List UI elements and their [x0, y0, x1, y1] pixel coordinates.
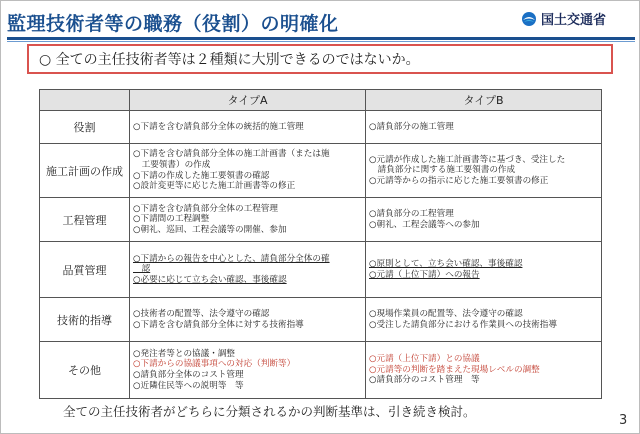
table-row: [40, 198, 602, 242]
row-label-schedule: 工程管理: [40, 198, 130, 242]
cell-line: ○請負部分の施工管理: [369, 121, 454, 132]
cell-line: ○元請が作成した施工計画書等に基づき、受注した: [369, 154, 566, 165]
cell-line: ○請負部分全体のコスト管理: [133, 370, 244, 380]
cell-other-b: [366, 342, 602, 399]
cell-guidance-a: [130, 298, 366, 342]
row-label-plan: 施工計画の作成: [40, 144, 130, 198]
callout-box: ○ 全ての主任技術者等は２種類に大別できるのではないか。: [27, 44, 613, 74]
cell-line: ○下請を含む請負部分全体の工程管理: [133, 203, 278, 214]
table-row: [40, 111, 602, 144]
row-label-other: その他: [40, 342, 130, 399]
cell-other-a: [130, 342, 366, 399]
cell-role-b: [366, 111, 602, 144]
table-row: [40, 242, 602, 298]
row-label-role: 役割: [40, 111, 130, 144]
cell-line: ○請負部分の工程管理: [369, 208, 454, 219]
cell-schedule-b: [366, 198, 602, 242]
header-type-a: タイプA: [130, 90, 366, 111]
table-row: [40, 144, 602, 198]
row-label-quality: 品質管理: [40, 242, 130, 298]
cell-line: ○必要に応じて立ち会い確認、事後確認: [133, 274, 287, 285]
page-number: 3: [619, 413, 628, 428]
cell-quality-a: [130, 242, 366, 298]
cell-line: ○朝礼、巡回、工程会議等の開催、参加: [133, 224, 287, 235]
table-row: [40, 342, 602, 399]
cell-line: ○受注した請負部分における作業員への技術指導: [369, 319, 557, 330]
title-underline-thin: [7, 41, 635, 42]
mlit-logo-icon: [521, 11, 537, 27]
cell-line: ○元請等からの指示に応じた施工要領書の修正: [369, 175, 549, 186]
mlit-logo: [521, 9, 606, 28]
cell-line: ○現場作業員の配置等、法令遵守の確認: [369, 308, 523, 319]
cell-plan-b: [366, 144, 602, 198]
cell-line: 請負部分に関する施工要領書の作成: [369, 165, 516, 176]
cell-line: ○請負部分のコスト管理 等: [369, 375, 480, 386]
header-type-b: タイプB: [366, 90, 602, 111]
title-underline: [7, 37, 635, 40]
cell-role-a: [130, 111, 366, 144]
cell-line: ○発注者等との協議・調整: [133, 348, 236, 359]
cell-line: 工要領書）の作成: [133, 159, 211, 170]
cell-line: 認: [133, 264, 151, 275]
header-empty: [40, 90, 130, 111]
table-row: [40, 298, 602, 342]
cell-line: ○下請からの協議事項への対応（判断等）: [133, 359, 296, 370]
cell-line: ○下請からの報告を中心とした、請負部分全体の確: [133, 253, 330, 264]
cell-line: ○下請を含む請負部分全体の施工計画書（または施: [133, 149, 330, 160]
cell-line: ○下請の作成した施工要領書の確認: [133, 170, 270, 181]
cell-line: ○下請を含む請負部分全体に対する技術指導: [133, 319, 304, 330]
comparison-table: [39, 89, 602, 399]
table-header-row: [40, 90, 602, 111]
cell-line: ○下請を含む請負部分全体の統括的施工管理: [133, 121, 304, 132]
cell-quality-b: [366, 242, 602, 298]
cell-line: ○元請（上位下請）との協議: [369, 354, 480, 365]
slide-title: 監理技術者等の職務（役割）の明確化: [7, 13, 339, 35]
footer-note: 全ての主任技術者がどちらに分類されるかの判断基準は、引き続き検討。: [63, 404, 476, 419]
cell-line: ○朝礼、工程会議等への参加: [369, 219, 480, 230]
org-name: 国土交通省: [541, 13, 607, 28]
cell-line: ○下請間の工程調整: [133, 214, 210, 225]
cell-schedule-a: [130, 198, 366, 242]
cell-line: ○原則として、立ち会い確認、事後確認: [369, 258, 523, 269]
cell-line: ○設計変更等に応じた施工計画書等の修正: [133, 181, 296, 192]
cell-line: ○元請等の判断を踏まえた現場レベルの調整: [369, 364, 540, 375]
cell-line: ○技術者の配置等、法令遵守の確認: [133, 308, 270, 319]
row-label-guidance: 技術的指導: [40, 298, 130, 342]
cell-guidance-b: [366, 298, 602, 342]
cell-line: ○近隣住民等への説明等 等: [133, 380, 244, 391]
cell-line: ○元請（上位下請）への報告: [369, 269, 480, 280]
cell-plan-a: [130, 144, 366, 198]
